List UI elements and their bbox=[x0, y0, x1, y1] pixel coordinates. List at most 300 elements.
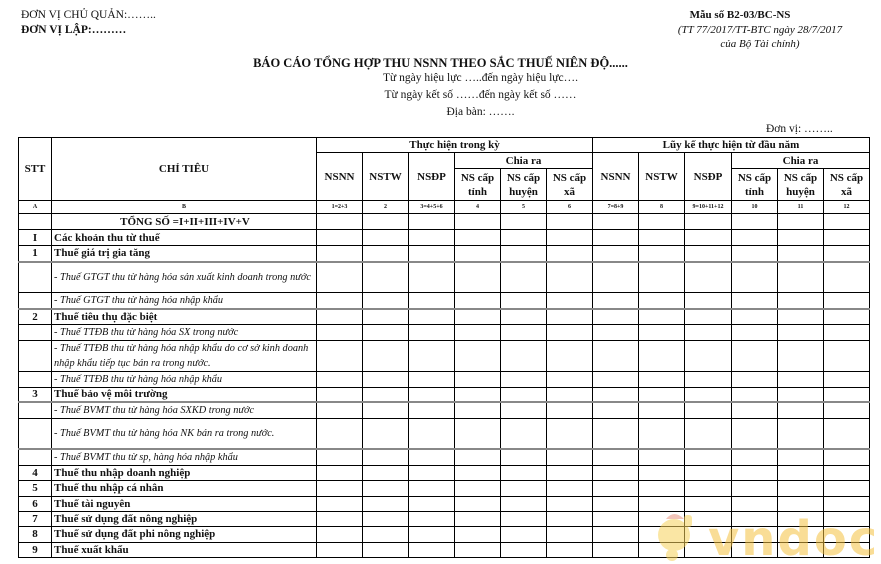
value-cell[interactable] bbox=[409, 387, 455, 402]
value-cell[interactable] bbox=[455, 309, 501, 324]
value-cell[interactable] bbox=[409, 542, 455, 557]
value-cell[interactable] bbox=[824, 371, 870, 387]
value-cell[interactable] bbox=[501, 419, 547, 449]
row-stt: 4 bbox=[19, 465, 52, 480]
value-cell[interactable] bbox=[732, 542, 778, 557]
row-stt bbox=[19, 324, 52, 340]
row-indicator: Thuế xuất khẩu bbox=[52, 542, 317, 557]
value-cell[interactable] bbox=[593, 214, 639, 230]
value-cell[interactable] bbox=[824, 324, 870, 340]
header-split-period: Chia ra bbox=[455, 153, 593, 169]
value-cell[interactable] bbox=[547, 480, 593, 496]
row-indicator: - Thuế TTĐB thu từ hàng hóa SX trong nước bbox=[52, 324, 317, 340]
value-cell[interactable] bbox=[639, 511, 685, 526]
value-cell[interactable] bbox=[501, 371, 547, 387]
value-cell[interactable] bbox=[363, 262, 409, 293]
header-ns-huyen-cumulative: NS cấp huyện bbox=[778, 169, 824, 201]
value-cell[interactable] bbox=[778, 371, 824, 387]
value-cell[interactable] bbox=[363, 465, 409, 480]
value-cell[interactable] bbox=[363, 340, 409, 371]
value-cell[interactable] bbox=[317, 246, 363, 262]
value-cell[interactable] bbox=[317, 402, 363, 419]
value-cell[interactable] bbox=[547, 542, 593, 557]
value-cell[interactable] bbox=[685, 340, 732, 371]
row-stt: 7 bbox=[19, 511, 52, 526]
value-cell[interactable] bbox=[455, 230, 501, 246]
value-cell[interactable] bbox=[317, 371, 363, 387]
value-cell[interactable] bbox=[501, 230, 547, 246]
value-cell[interactable] bbox=[547, 214, 593, 230]
value-cell[interactable] bbox=[778, 542, 824, 557]
value-cell[interactable] bbox=[732, 230, 778, 246]
row-stt: 5 bbox=[19, 480, 52, 496]
value-cell[interactable] bbox=[685, 230, 732, 246]
value-cell[interactable] bbox=[547, 262, 593, 293]
value-cell[interactable] bbox=[732, 371, 778, 387]
value-cell[interactable] bbox=[363, 293, 409, 310]
report-title: BÁO CÁO TỔNG HỢP THU NSNN THEO SẮC THUẾ NIÊN ĐỘ...... bbox=[253, 56, 628, 70]
value-cell[interactable] bbox=[547, 419, 593, 449]
value-cell[interactable] bbox=[593, 309, 639, 324]
value-cell[interactable] bbox=[593, 526, 639, 542]
value-cell[interactable] bbox=[732, 526, 778, 542]
value-cell[interactable] bbox=[409, 371, 455, 387]
value-cell[interactable] bbox=[501, 542, 547, 557]
header-nstw-period: NSTW bbox=[363, 153, 409, 201]
value-cell[interactable] bbox=[778, 324, 824, 340]
header-nsdp-cumulative: NSĐP bbox=[685, 153, 732, 201]
value-cell[interactable] bbox=[732, 465, 778, 480]
value-cell[interactable] bbox=[778, 402, 824, 419]
value-cell[interactable] bbox=[409, 526, 455, 542]
header-nstw-cumulative: NSTW bbox=[639, 153, 685, 201]
value-cell[interactable] bbox=[778, 465, 824, 480]
value-cell[interactable] bbox=[317, 230, 363, 246]
value-cell[interactable] bbox=[409, 214, 455, 230]
value-cell[interactable] bbox=[363, 526, 409, 542]
value-cell[interactable] bbox=[778, 387, 824, 402]
value-cell[interactable] bbox=[409, 465, 455, 480]
value-cell[interactable] bbox=[455, 324, 501, 340]
value-cell[interactable] bbox=[593, 340, 639, 371]
value-cell[interactable] bbox=[317, 449, 363, 466]
value-cell[interactable] bbox=[547, 246, 593, 262]
value-cell[interactable] bbox=[455, 293, 501, 310]
value-cell[interactable] bbox=[593, 542, 639, 557]
value-cell[interactable] bbox=[363, 511, 409, 526]
value-cell[interactable] bbox=[824, 340, 870, 371]
value-cell[interactable] bbox=[824, 511, 870, 526]
column-code: 9=10+11+12 bbox=[685, 201, 732, 214]
value-cell[interactable] bbox=[501, 511, 547, 526]
value-cell[interactable] bbox=[639, 246, 685, 262]
value-cell[interactable] bbox=[778, 480, 824, 496]
value-cell[interactable] bbox=[685, 387, 732, 402]
value-cell[interactable] bbox=[593, 496, 639, 511]
column-code: 1=2+3 bbox=[317, 201, 363, 214]
table-row bbox=[19, 230, 870, 246]
column-code: 5 bbox=[501, 201, 547, 214]
header-group-cumulative: Lũy kế thực hiện từ đầu năm bbox=[593, 138, 870, 153]
value-cell[interactable] bbox=[685, 480, 732, 496]
value-cell[interactable] bbox=[501, 324, 547, 340]
value-cell[interactable] bbox=[593, 419, 639, 449]
value-cell[interactable] bbox=[732, 419, 778, 449]
value-cell[interactable] bbox=[778, 262, 824, 293]
value-cell[interactable] bbox=[455, 511, 501, 526]
value-cell[interactable] bbox=[778, 246, 824, 262]
value-cell[interactable] bbox=[593, 387, 639, 402]
row-stt: 9 bbox=[19, 542, 52, 557]
table-row bbox=[19, 324, 870, 340]
value-cell[interactable] bbox=[778, 511, 824, 526]
value-cell[interactable] bbox=[363, 371, 409, 387]
value-cell[interactable] bbox=[317, 526, 363, 542]
value-cell[interactable] bbox=[639, 371, 685, 387]
header-ns-xa-period: NS cấp xã bbox=[547, 169, 593, 201]
value-cell[interactable] bbox=[639, 293, 685, 310]
value-cell[interactable] bbox=[593, 230, 639, 246]
value-cell[interactable] bbox=[824, 262, 870, 293]
value-cell[interactable] bbox=[455, 465, 501, 480]
row-indicator: Thuế sử dụng đất phi nông nghiệp bbox=[52, 526, 317, 542]
value-cell[interactable] bbox=[732, 387, 778, 402]
value-cell[interactable] bbox=[732, 324, 778, 340]
value-cell[interactable] bbox=[455, 262, 501, 293]
value-cell[interactable] bbox=[732, 340, 778, 371]
value-cell[interactable] bbox=[547, 340, 593, 371]
value-cell[interactable] bbox=[639, 309, 685, 324]
value-cell[interactable] bbox=[778, 309, 824, 324]
value-cell[interactable] bbox=[363, 230, 409, 246]
value-cell[interactable] bbox=[685, 246, 732, 262]
value-cell[interactable] bbox=[639, 480, 685, 496]
table-row bbox=[19, 526, 870, 542]
value-cell[interactable] bbox=[778, 419, 824, 449]
form-number: Mẫu số B2-03/BC-NS bbox=[689, 9, 791, 21]
value-cell[interactable] bbox=[593, 293, 639, 310]
value-cell[interactable] bbox=[501, 309, 547, 324]
table-row bbox=[19, 419, 870, 449]
parent-unit-label: ĐƠN VỊ CHỦ QUẢN:…….. bbox=[21, 9, 156, 21]
value-cell[interactable] bbox=[409, 309, 455, 324]
value-cell[interactable] bbox=[824, 246, 870, 262]
value-cell[interactable] bbox=[455, 526, 501, 542]
value-cell[interactable] bbox=[317, 309, 363, 324]
value-cell[interactable] bbox=[593, 246, 639, 262]
value-cell[interactable] bbox=[547, 465, 593, 480]
value-cell[interactable] bbox=[363, 496, 409, 511]
column-code: 11 bbox=[778, 201, 824, 214]
value-cell[interactable] bbox=[824, 402, 870, 419]
row-indicator: Thuế thu nhập cá nhân bbox=[52, 480, 317, 496]
value-cell[interactable] bbox=[778, 214, 824, 230]
row-indicator: TỔNG SỐ =I+II+III+IV+V bbox=[52, 214, 317, 230]
value-cell[interactable] bbox=[685, 214, 732, 230]
value-cell[interactable] bbox=[593, 480, 639, 496]
value-cell[interactable] bbox=[778, 293, 824, 310]
value-cell[interactable] bbox=[455, 340, 501, 371]
row-indicator: - Thuế TTĐB thu từ hàng hóa nhập khẩu bbox=[52, 371, 317, 387]
value-cell[interactable] bbox=[732, 511, 778, 526]
value-cell[interactable] bbox=[455, 371, 501, 387]
value-cell[interactable] bbox=[455, 449, 501, 466]
value-cell[interactable] bbox=[593, 402, 639, 419]
form-reference-line-2: của Bộ Tài chính) bbox=[720, 38, 800, 50]
value-cell[interactable] bbox=[685, 526, 732, 542]
value-cell[interactable] bbox=[685, 449, 732, 466]
value-cell[interactable] bbox=[501, 293, 547, 310]
row-stt bbox=[19, 371, 52, 387]
value-cell[interactable] bbox=[732, 246, 778, 262]
value-cell[interactable] bbox=[639, 262, 685, 293]
value-cell[interactable] bbox=[732, 309, 778, 324]
table-row bbox=[19, 511, 870, 526]
row-indicator: Thuế tài nguyên bbox=[52, 496, 317, 511]
value-cell[interactable] bbox=[317, 480, 363, 496]
value-cell[interactable] bbox=[732, 480, 778, 496]
row-stt bbox=[19, 449, 52, 466]
value-cell[interactable] bbox=[363, 387, 409, 402]
row-stt: 6 bbox=[19, 496, 52, 511]
value-cell[interactable] bbox=[501, 526, 547, 542]
value-cell[interactable] bbox=[778, 526, 824, 542]
value-cell[interactable] bbox=[547, 526, 593, 542]
row-indicator: - Thuế GTGT thu từ hàng hóa nhập khẩu bbox=[52, 293, 317, 310]
value-cell[interactable] bbox=[824, 465, 870, 480]
value-cell[interactable] bbox=[685, 262, 732, 293]
value-cell[interactable] bbox=[778, 496, 824, 511]
value-cell[interactable] bbox=[593, 465, 639, 480]
value-cell[interactable] bbox=[824, 419, 870, 449]
table-row bbox=[19, 246, 870, 262]
value-cell[interactable] bbox=[501, 340, 547, 371]
header-stt: STT bbox=[19, 138, 52, 201]
row-stt bbox=[19, 262, 52, 293]
effective-date-range: Từ ngày hiệu lực …..đến ngày hiệu lực…. bbox=[383, 72, 578, 84]
value-cell[interactable] bbox=[547, 387, 593, 402]
value-cell[interactable] bbox=[547, 449, 593, 466]
value-cell[interactable] bbox=[639, 419, 685, 449]
row-stt: 2 bbox=[19, 309, 52, 324]
value-cell[interactable] bbox=[363, 419, 409, 449]
value-cell[interactable] bbox=[639, 340, 685, 371]
watermark-text: vndoc bbox=[708, 511, 880, 561]
value-cell[interactable] bbox=[317, 511, 363, 526]
row-stt bbox=[19, 214, 52, 230]
value-cell[interactable] bbox=[732, 449, 778, 466]
value-cell[interactable] bbox=[593, 262, 639, 293]
value-cell[interactable] bbox=[501, 449, 547, 466]
value-cell[interactable] bbox=[409, 419, 455, 449]
value-cell[interactable] bbox=[409, 511, 455, 526]
value-cell[interactable] bbox=[363, 246, 409, 262]
value-cell[interactable] bbox=[363, 309, 409, 324]
value-cell[interactable] bbox=[824, 309, 870, 324]
value-cell[interactable] bbox=[363, 214, 409, 230]
value-cell[interactable] bbox=[317, 419, 363, 449]
value-cell[interactable] bbox=[363, 480, 409, 496]
value-cell[interactable] bbox=[455, 402, 501, 419]
table-row bbox=[19, 293, 870, 310]
value-cell[interactable] bbox=[409, 480, 455, 496]
value-cell[interactable] bbox=[455, 496, 501, 511]
value-cell[interactable] bbox=[824, 480, 870, 496]
value-cell[interactable] bbox=[455, 246, 501, 262]
value-cell[interactable] bbox=[547, 230, 593, 246]
table-row bbox=[19, 465, 870, 480]
value-cell[interactable] bbox=[363, 449, 409, 466]
value-cell[interactable] bbox=[639, 465, 685, 480]
header-nsdp-period: NSĐP bbox=[409, 153, 455, 201]
value-cell[interactable] bbox=[778, 449, 824, 466]
header-ns-tinh-cumulative: NS cấp tỉnh bbox=[732, 169, 778, 201]
value-cell[interactable] bbox=[824, 526, 870, 542]
value-cell[interactable] bbox=[732, 293, 778, 310]
value-cell[interactable] bbox=[547, 293, 593, 310]
value-cell[interactable] bbox=[732, 496, 778, 511]
value-cell[interactable] bbox=[639, 230, 685, 246]
value-cell[interactable] bbox=[363, 542, 409, 557]
table-row bbox=[19, 496, 870, 511]
value-cell[interactable] bbox=[824, 387, 870, 402]
value-cell[interactable] bbox=[409, 496, 455, 511]
value-cell[interactable] bbox=[824, 293, 870, 310]
row-stt: 8 bbox=[19, 526, 52, 542]
value-cell[interactable] bbox=[455, 542, 501, 557]
value-cell[interactable] bbox=[732, 402, 778, 419]
value-cell[interactable] bbox=[317, 387, 363, 402]
value-cell[interactable] bbox=[593, 511, 639, 526]
value-cell[interactable] bbox=[639, 496, 685, 511]
value-cell[interactable] bbox=[685, 542, 732, 557]
value-cell[interactable] bbox=[409, 449, 455, 466]
value-cell[interactable] bbox=[639, 542, 685, 557]
value-cell[interactable] bbox=[685, 465, 732, 480]
header-ns-tinh-period: NS cấp tỉnh bbox=[455, 169, 501, 201]
value-cell[interactable] bbox=[547, 496, 593, 511]
value-cell[interactable] bbox=[501, 387, 547, 402]
value-cell[interactable] bbox=[501, 465, 547, 480]
value-cell[interactable] bbox=[455, 480, 501, 496]
value-cell[interactable] bbox=[317, 262, 363, 293]
value-cell[interactable] bbox=[593, 324, 639, 340]
value-cell[interactable] bbox=[824, 230, 870, 246]
value-cell[interactable] bbox=[455, 214, 501, 230]
row-indicator: Thuế bảo vệ môi trường bbox=[52, 387, 317, 402]
area-label: Địa bàn: ……. bbox=[446, 106, 515, 118]
value-cell[interactable] bbox=[501, 402, 547, 419]
value-cell[interactable] bbox=[409, 293, 455, 310]
value-cell[interactable] bbox=[639, 324, 685, 340]
column-code: 7=8+9 bbox=[593, 201, 639, 214]
value-cell[interactable] bbox=[593, 449, 639, 466]
row-indicator: - Thuế BVMT thu từ hàng hóa SXKD trong nước bbox=[52, 402, 317, 419]
value-cell[interactable] bbox=[547, 371, 593, 387]
value-cell[interactable] bbox=[685, 371, 732, 387]
column-code: 4 bbox=[455, 201, 501, 214]
value-cell[interactable] bbox=[501, 246, 547, 262]
value-cell[interactable] bbox=[685, 402, 732, 419]
value-cell[interactable] bbox=[639, 214, 685, 230]
value-cell[interactable] bbox=[547, 511, 593, 526]
value-cell[interactable] bbox=[547, 402, 593, 419]
value-cell[interactable] bbox=[547, 309, 593, 324]
value-cell[interactable] bbox=[639, 387, 685, 402]
row-stt bbox=[19, 419, 52, 449]
value-cell[interactable] bbox=[824, 214, 870, 230]
value-cell[interactable] bbox=[455, 387, 501, 402]
value-cell[interactable] bbox=[501, 496, 547, 511]
value-cell[interactable] bbox=[685, 293, 732, 310]
value-cell[interactable] bbox=[685, 511, 732, 526]
table-row bbox=[19, 262, 870, 293]
value-cell[interactable] bbox=[778, 340, 824, 371]
value-cell[interactable] bbox=[824, 449, 870, 466]
value-cell[interactable] bbox=[409, 324, 455, 340]
value-cell[interactable] bbox=[317, 340, 363, 371]
value-cell[interactable] bbox=[409, 230, 455, 246]
value-cell[interactable] bbox=[732, 262, 778, 293]
value-cell[interactable] bbox=[317, 465, 363, 480]
value-cell[interactable] bbox=[732, 214, 778, 230]
value-cell[interactable] bbox=[455, 419, 501, 449]
row-indicator: - Thuế TTĐB thu từ hàng hóa nhập khẩu do cơ sở kinh doanh nhập khẩu tiếp tục bán ra trong nước. bbox=[52, 340, 317, 371]
value-cell[interactable] bbox=[409, 246, 455, 262]
header-group-period: Thực hiện trong kỳ bbox=[317, 138, 593, 153]
value-cell[interactable] bbox=[685, 496, 732, 511]
header-nsnn-period: NSNN bbox=[317, 153, 363, 201]
value-cell[interactable] bbox=[501, 262, 547, 293]
value-cell[interactable] bbox=[547, 324, 593, 340]
column-code: 6 bbox=[547, 201, 593, 214]
table-row bbox=[19, 387, 870, 402]
table-row bbox=[19, 214, 870, 230]
value-cell[interactable] bbox=[685, 309, 732, 324]
value-cell[interactable] bbox=[778, 230, 824, 246]
value-cell[interactable] bbox=[317, 324, 363, 340]
value-cell[interactable] bbox=[639, 449, 685, 466]
value-cell[interactable] bbox=[639, 402, 685, 419]
value-cell[interactable] bbox=[685, 419, 732, 449]
value-cell[interactable] bbox=[501, 214, 547, 230]
row-indicator: Thuế thu nhập doanh nghiệp bbox=[52, 465, 317, 480]
value-cell[interactable] bbox=[317, 293, 363, 310]
value-cell[interactable] bbox=[639, 526, 685, 542]
value-cell[interactable] bbox=[363, 324, 409, 340]
table-row bbox=[19, 480, 870, 496]
header-ns-huyen-period: NS cấp huyện bbox=[501, 169, 547, 201]
column-code-row bbox=[19, 201, 870, 214]
value-cell[interactable] bbox=[317, 496, 363, 511]
value-cell[interactable] bbox=[501, 480, 547, 496]
value-cell[interactable] bbox=[824, 542, 870, 557]
row-stt: 3 bbox=[19, 387, 52, 402]
value-cell[interactable] bbox=[593, 371, 639, 387]
row-indicator: - Thuế BVMT thu từ sp, hàng hóa nhập khẩu bbox=[52, 449, 317, 466]
value-cell[interactable] bbox=[824, 496, 870, 511]
row-stt bbox=[19, 402, 52, 419]
value-cell[interactable] bbox=[685, 324, 732, 340]
value-cell[interactable] bbox=[409, 262, 455, 293]
value-cell[interactable] bbox=[363, 402, 409, 419]
value-cell[interactable] bbox=[317, 214, 363, 230]
value-cell[interactable] bbox=[317, 542, 363, 557]
row-indicator: Thuế sử dụng đất nông nghiệp bbox=[52, 511, 317, 526]
value-cell[interactable] bbox=[409, 340, 455, 371]
row-indicator: Thuế giá trị gia tăng bbox=[52, 246, 317, 262]
value-cell[interactable] bbox=[409, 402, 455, 419]
